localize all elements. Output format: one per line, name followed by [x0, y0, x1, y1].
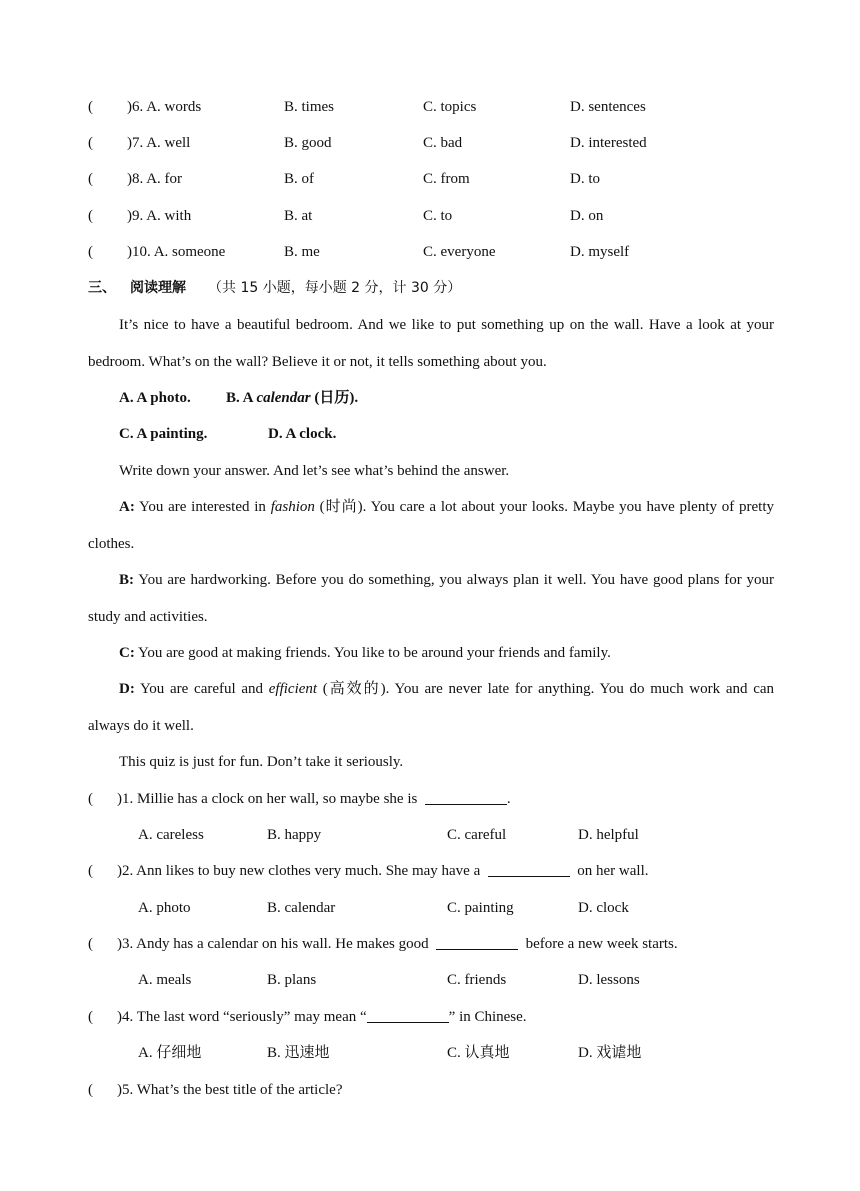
option-c: C. everyone: [423, 244, 496, 260]
answer-paren: (: [88, 171, 93, 187]
answer-blank: [425, 789, 507, 805]
option-c: C. bad: [423, 135, 463, 151]
option-c: C. topics: [423, 99, 477, 115]
option-c: C. painting: [447, 900, 514, 916]
option-d: D. myself: [570, 244, 630, 260]
section-heading: [0, 277, 860, 299]
option-a: )8. A. for: [127, 171, 183, 187]
quiz-option-b: B. A calendar (日历).: [226, 390, 359, 406]
answer-paren: (: [88, 1082, 93, 1098]
option-a: A. careless: [138, 827, 204, 843]
question-4: [0, 1006, 860, 1028]
question-2: [0, 860, 860, 882]
option-c: C. friends: [447, 972, 507, 988]
section-note: （共 15 小题，每小题 2 分，计 30 分）: [208, 280, 462, 296]
option-b: B. of: [284, 171, 314, 187]
quiz-option-c: C. A painting.: [119, 426, 208, 442]
cloze-item-10: [0, 241, 860, 263]
option-b: B. plans: [267, 972, 317, 988]
option-b: B. times: [284, 99, 335, 115]
answer-blank: [436, 934, 518, 950]
answer-paren: (: [88, 863, 93, 879]
answer-paren: (: [88, 244, 93, 260]
answer-paren: (: [88, 791, 93, 807]
option-d: D. lessons: [578, 972, 640, 988]
question-1: [0, 788, 860, 810]
answer-a-label: A:: [119, 499, 135, 515]
option-a: )9. A. with: [127, 208, 192, 224]
quiz-option-d: D. A clock.: [268, 426, 337, 442]
quiz-option-a: A. A photo.: [119, 390, 191, 406]
option-b: B. calendar: [267, 900, 336, 916]
option-a: )6. A. words: [127, 99, 202, 115]
question-text: )4. The last word “seriously” may mean “ ” in Chinese.: [117, 1009, 527, 1025]
option-c: C. careful: [447, 827, 507, 843]
cloze-item-8: [0, 168, 860, 190]
cloze-item-9: [0, 205, 860, 227]
answer-d-paragraph: D: You are careful and efficient (高效的). You are never late for anything. You do much work and can always do it well.: [88, 681, 775, 734]
answer-paren: (: [88, 99, 93, 115]
question-3: [0, 933, 860, 955]
section-title: 阅读理解: [130, 280, 186, 296]
quiz-options-row-2: [0, 423, 860, 445]
option-b: B. at: [284, 208, 313, 224]
option-d: D. sentences: [570, 99, 646, 115]
option-a: A. photo: [138, 900, 191, 916]
option-d: D. clock: [578, 900, 629, 916]
answer-blank: [367, 1007, 449, 1023]
option-a: )10. A. someone: [127, 244, 226, 260]
intro-paragraph: It’s nice to have a beautiful bedroom. And we like to put something up on the wall. Have a look at your bedroom. What’s on the wall? Believe it or not, it tells something about you.: [88, 317, 774, 370]
question-1-options: [0, 824, 860, 846]
question-3-options: [0, 969, 860, 991]
fun-note-line: This quiz is just for fun. Don’t take it seriously.: [119, 754, 404, 770]
cloze-item-6: [0, 96, 860, 118]
question-text: )2. Ann likes to buy new clothes very much. She may have a on her wall.: [117, 863, 649, 879]
answer-paren: (: [88, 936, 93, 952]
answer-c-label: C:: [119, 645, 135, 661]
option-a: A. meals: [138, 972, 192, 988]
answer-b-label: B:: [119, 572, 134, 588]
option-d: D. 戏谑地: [578, 1045, 642, 1061]
question-text: )5. What’s the best title of the article?: [117, 1082, 343, 1098]
option-a: )7. A. well: [127, 135, 191, 151]
answer-paren: (: [88, 208, 93, 224]
cloze-item-7: [0, 132, 860, 154]
option-b: B. happy: [267, 827, 322, 843]
answer-paren: (: [88, 135, 93, 151]
option-d: D. helpful: [578, 827, 639, 843]
option-d: D. on: [570, 208, 604, 224]
answer-blank: [488, 861, 570, 877]
option-b: B. me: [284, 244, 320, 260]
option-c: C. from: [423, 171, 470, 187]
option-b: B. 迅速地: [267, 1045, 330, 1061]
option-d: D. interested: [570, 135, 647, 151]
question-2-options: [0, 897, 860, 919]
answer-d-label: D:: [119, 681, 135, 697]
write-down-line: Write down your answer. And let’s see what’s behind the answer.: [119, 463, 510, 479]
quiz-options-row-1: [0, 387, 860, 409]
answer-paren: (: [88, 1009, 93, 1025]
question-text: )3. Andy has a calendar on his wall. He makes good before a new week starts.: [117, 936, 678, 952]
option-c: C. to: [423, 208, 453, 224]
option-d: D. to: [570, 171, 600, 187]
option-b: B. good: [284, 135, 332, 151]
question-4-options: [0, 1042, 860, 1064]
answer-a-paragraph: A: You are interested in fashion (时尚). You care a lot about your looks. Maybe you have plenty of pretty clothes.: [88, 499, 775, 552]
option-a: A. 仔细地: [138, 1045, 202, 1061]
section-number: 三、: [88, 280, 116, 296]
answer-c-paragraph: C: You are good at making friends. You like to be around your friends and family.: [119, 645, 611, 661]
answer-b-paragraph: B: You are hardworking. Before you do something, you always plan it well. You have good plans for your study and activities.: [88, 572, 774, 625]
question-5: [0, 1079, 860, 1101]
question-text: )1. Millie has a clock on her wall, so maybe she is .: [117, 791, 511, 807]
option-c: C. 认真地: [447, 1045, 510, 1061]
